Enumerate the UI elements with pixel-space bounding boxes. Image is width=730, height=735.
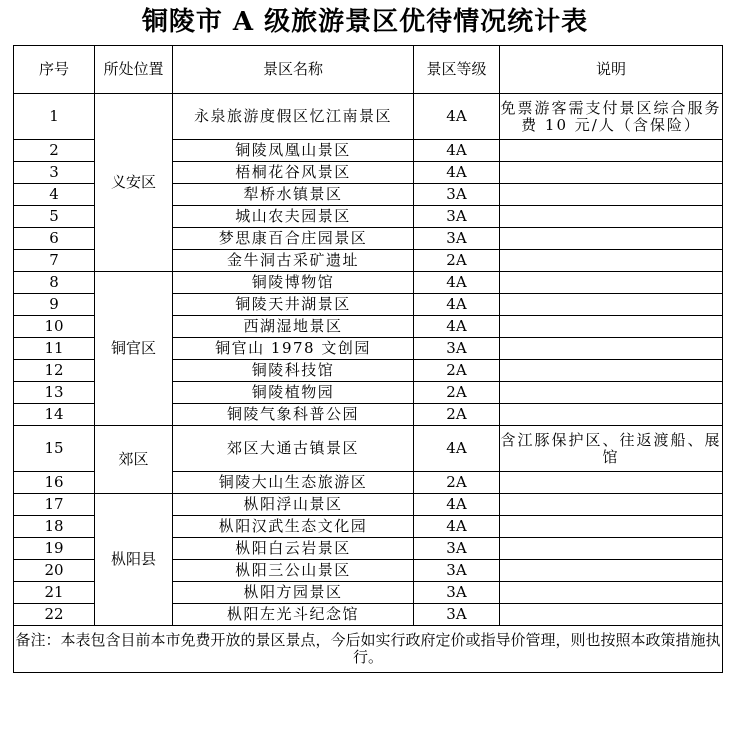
row-no: 8 <box>14 272 95 294</box>
row-no: 3 <box>14 162 95 184</box>
district-cell: 义安区 <box>95 94 173 272</box>
row-grade: 4A <box>414 426 500 472</box>
row-desc <box>500 360 723 382</box>
row-no: 6 <box>14 228 95 250</box>
row-grade: 4A <box>414 94 500 140</box>
row-grade: 3A <box>414 538 500 560</box>
row-desc <box>500 538 723 560</box>
row-desc <box>500 228 723 250</box>
row-grade: 2A <box>414 472 500 494</box>
row-name: 犁桥水镇景区 <box>173 184 414 206</box>
row-grade: 3A <box>414 228 500 250</box>
row-desc <box>500 250 723 272</box>
row-grade: 4A <box>414 494 500 516</box>
row-grade: 2A <box>414 360 500 382</box>
row-name: 永泉旅游度假区忆江南景区 <box>173 94 414 140</box>
row-name: 铜官山 1978 文创园 <box>173 338 414 360</box>
row-no: 18 <box>14 516 95 538</box>
row-name: 铜陵凤凰山景区 <box>173 140 414 162</box>
row-grade: 3A <box>414 206 500 228</box>
row-desc <box>500 382 723 404</box>
district-cell: 枞阳县 <box>95 494 173 626</box>
row-no: 11 <box>14 338 95 360</box>
row-desc: 含江豚保护区、往返渡船、展馆 <box>500 426 723 472</box>
row-grade: 4A <box>414 316 500 338</box>
row-no: 13 <box>14 382 95 404</box>
row-no: 9 <box>14 294 95 316</box>
row-no: 20 <box>14 560 95 582</box>
row-grade: 4A <box>414 140 500 162</box>
row-grade: 3A <box>414 604 500 626</box>
row-no: 17 <box>14 494 95 516</box>
row-desc: 免票游客需支付景区综合服务费 10 元/人（含保险） <box>500 94 723 140</box>
row-grade: 4A <box>414 516 500 538</box>
row-desc <box>500 494 723 516</box>
row-name: 梧桐花谷风景区 <box>173 162 414 184</box>
row-no: 15 <box>14 426 95 472</box>
row-desc <box>500 184 723 206</box>
row-name: 枞阳白云岩景区 <box>173 538 414 560</box>
row-desc <box>500 162 723 184</box>
row-desc <box>500 316 723 338</box>
row-name: 枞阳浮山景区 <box>173 494 414 516</box>
row-desc <box>500 472 723 494</box>
row-desc <box>500 272 723 294</box>
row-grade: 4A <box>414 162 500 184</box>
row-no: 14 <box>14 404 95 426</box>
row-desc <box>500 604 723 626</box>
row-no: 16 <box>14 472 95 494</box>
row-name: 金牛洞古采矿遗址 <box>173 250 414 272</box>
district-cell: 郊区 <box>95 426 173 494</box>
row-no: 22 <box>14 604 95 626</box>
table-row <box>14 94 723 140</box>
table-row <box>14 272 723 294</box>
row-no: 5 <box>14 206 95 228</box>
row-name: 铜陵大山生态旅游区 <box>173 472 414 494</box>
note: 备注：本表包含目前本市免费开放的景区景点，今后如实行政府定价或指导价管理，则也按照本政策措施执行。 <box>14 626 723 673</box>
header-name: 景区名称 <box>173 46 414 94</box>
row-desc <box>500 582 723 604</box>
row-grade: 4A <box>414 272 500 294</box>
row-grade: 3A <box>414 338 500 360</box>
row-name: 西湖湿地景区 <box>173 316 414 338</box>
row-grade: 3A <box>414 560 500 582</box>
row-name: 铜陵博物馆 <box>173 272 414 294</box>
row-grade: 2A <box>414 404 500 426</box>
row-name: 郊区大通古镇景区 <box>173 426 414 472</box>
row-desc <box>500 140 723 162</box>
header-location: 所处位置 <box>95 46 173 94</box>
row-grade: 3A <box>414 582 500 604</box>
row-desc <box>500 516 723 538</box>
table-header-row <box>14 46 723 94</box>
row-no: 19 <box>14 538 95 560</box>
header-no: 序号 <box>14 46 95 94</box>
header-grade: 景区等级 <box>414 46 500 94</box>
row-no: 21 <box>14 582 95 604</box>
row-no: 4 <box>14 184 95 206</box>
row-name: 枞阳左光斗纪念馆 <box>173 604 414 626</box>
row-name: 铜陵科技馆 <box>173 360 414 382</box>
row-desc <box>500 294 723 316</box>
row-name: 枞阳汉武生态文化园 <box>173 516 414 538</box>
table-row <box>14 494 723 516</box>
row-name: 铜陵植物园 <box>173 382 414 404</box>
row-grade: 2A <box>414 382 500 404</box>
row-name: 梦思康百合庄园景区 <box>173 228 414 250</box>
header-desc: 说明 <box>500 46 723 94</box>
scenic-spots-table <box>13 45 723 673</box>
row-name: 铜陵天井湖景区 <box>173 294 414 316</box>
row-no: 12 <box>14 360 95 382</box>
row-grade: 3A <box>414 184 500 206</box>
row-name: 铜陵气象科普公园 <box>173 404 414 426</box>
page-title: 铜陵市 A 级旅游景区优待情况统计表 <box>141 7 589 37</box>
row-desc <box>500 338 723 360</box>
table-row <box>14 426 723 472</box>
table-note-row <box>14 626 723 673</box>
row-grade: 4A <box>414 294 500 316</box>
row-no: 2 <box>14 140 95 162</box>
row-no: 10 <box>14 316 95 338</box>
row-name: 枞阳三公山景区 <box>173 560 414 582</box>
row-grade: 2A <box>414 250 500 272</box>
row-no: 1 <box>14 94 95 140</box>
row-no: 7 <box>14 250 95 272</box>
row-desc <box>500 560 723 582</box>
row-name: 枞阳方园景区 <box>173 582 414 604</box>
row-desc <box>500 404 723 426</box>
row-desc <box>500 206 723 228</box>
district-cell: 铜官区 <box>95 272 173 426</box>
row-name: 城山农夫园景区 <box>173 206 414 228</box>
